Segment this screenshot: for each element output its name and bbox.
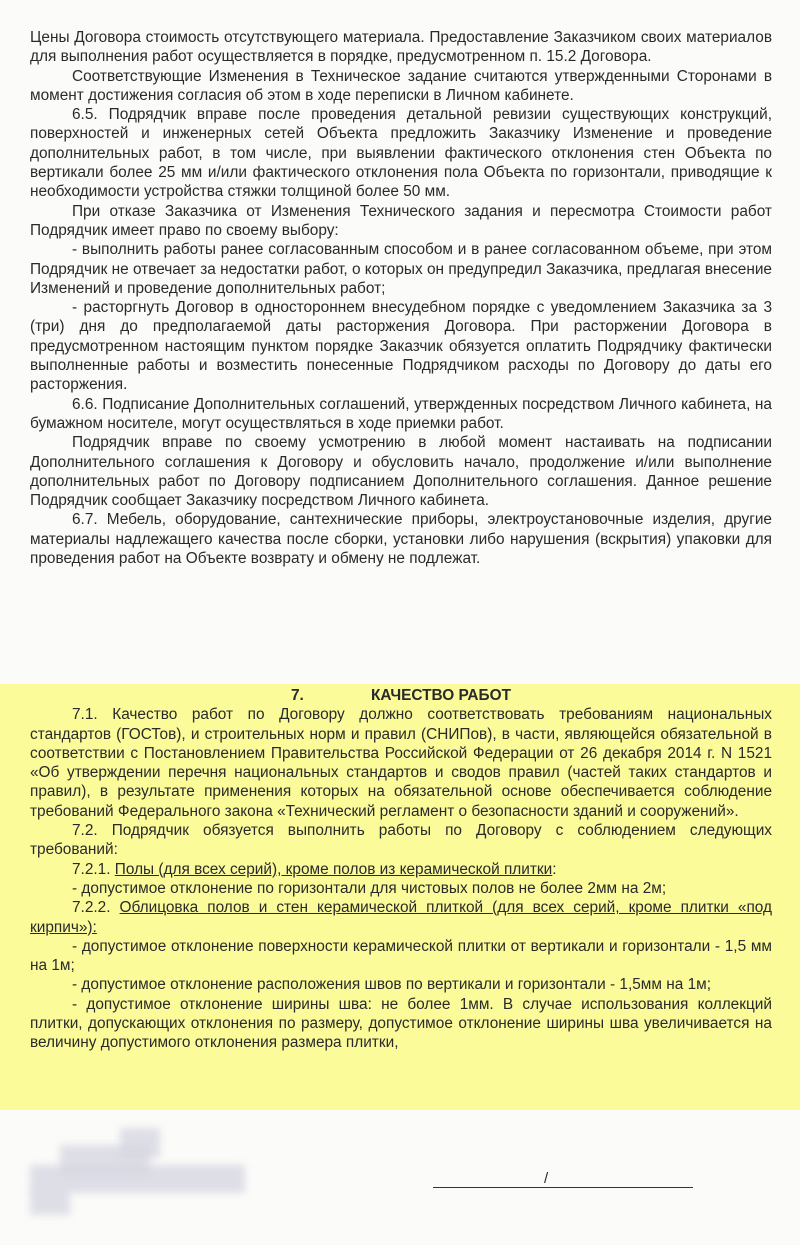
section-title: КАЧЕСТВО РАБОТ <box>371 687 511 704</box>
paragraph-7-1: 7.1. Качество работ по Договору должно соответствовать требованиям национальных стандартов (ГОСТов), и строительных норм и правил (СНИПов), в части, являющейся обязательной в соответствии с Постановлением Правительства Российской Федерации от 26 декабря 2014 г. N 1521 «Об утверждении перечня национальных стандартов и сводов правил (частей таких стандартов и правил), в результате применения которых на обязательной основе обеспечивается соблюдение требований Федерального закона «Технический регламент о безопасности зданий и сооружений». <box>30 706 772 820</box>
list-item: - допустимое отклонение по горизонтали для чистовых полов не более 2мм на 2м; <box>72 879 667 897</box>
paragraph-7-2: 7.2. Подрядчик обязуется выполнить работы по Договору с соблюдением следующих требований: <box>30 822 772 859</box>
clause-heading: Облицовка полов и стен керамической плиткой (для всех серий, кроме плитки «под кирпич»): <box>30 899 772 936</box>
section-number: 7. <box>291 687 304 704</box>
paragraph-6-7: 6.7. Мебель, оборудование, сантехнические приборы, электроустановочные изделия, другие материалы надлежащего качества после сборки, установки либо нарушения (вскрытия) упаковки для проведения работ на Объекте возврату и обмену не подлежат. <box>30 511 772 568</box>
paragraph-7-2-2 <box>30 898 772 937</box>
paragraph-6-5: 6.5. Подрядчик вправе после проведения детальной ревизии существующих конструкций, поверхностей и инженерных сетей Объекта предложить Заказчику Изменение и проведение дополнительных работ, в том числе, при выявлении фактического отклонения стен Объекта по вертикали более 25 мм и/или фактического отклонения пола Объекта по горизонтали, приводящие к необходимости устройства стяжки толщиной более 50 мм. <box>30 106 772 201</box>
list-item: - допустимое отклонение расположения швов по вертикали и горизонтали - 1,5мм на 1м; <box>72 976 711 994</box>
signature-slash: / <box>544 1170 549 1187</box>
paragraph: Подрядчик вправе по своему усмотрению в любой момент настаивать на подписании Дополнительного соглашения к Договору и обусловить начало, продолжение и/или выполнение дополнительных работ по Договору подписанием Дополнительного соглашения. Данное решение Подрядчик сообщает Заказчику посредством Личного кабинета. <box>30 434 772 510</box>
paragraph: При отказе Заказчика от Изменения Технического задания и пересмотра Стоимости работ Подрядчик имеет право по своему выбору: <box>30 202 772 239</box>
paragraph: Цены Договора стоимость отсутствующего материала. Предоставление Заказчиком своих материалов для выполнения работ осуществляется в порядке, предусмотренном п. 15.2 Договора. <box>30 29 772 66</box>
section-heading <box>30 686 772 705</box>
clause-number: 7.2.1. <box>72 860 111 878</box>
clause-heading: Полы (для всех серий), кроме полов из керамической плитки <box>114 860 553 878</box>
list-item: - допустимое отклонение ширины шва: не более 1мм. В случае использования коллекций плитки, допускающих отклонения по размеру, допустимое отклонение ширины шва увеличивается на величину допустимого отклонения размера плитки, <box>30 995 772 1052</box>
paragraph-7-2-1 <box>30 860 772 879</box>
paragraph: Соответствующие Изменения в Техническое задание считаются утвержденными Сторонами в момент достижения согласия об этом в ходе переписки в Личном кабинете. <box>30 67 772 104</box>
clause-number: 7.2.2. <box>72 899 111 917</box>
paragraph-6-6: 6.6. Подписание Дополнительных соглашений, утвержденных посредством Личного кабинета, на бумажном носителе, могут осуществляться в ходе приемки работ. <box>30 395 772 432</box>
section-7 <box>30 686 772 1053</box>
colon: : <box>552 860 557 878</box>
list-item: - расторгнуть Договор в одностороннем внесудебном порядке с уведомлением Заказчика за 3 (три) дня до предполагаемой даты расторжения Договора. При расторжении Договора в предусмотренном настоящим пунктом порядке Заказчик обязуется оплатить Подрядчику фактически выполненные работы и возместить понесенные Подрядчиком расходы по Договору до даты его расторжения. <box>30 299 772 394</box>
blurred-stamp <box>30 1190 70 1215</box>
list-item: - допустимое отклонение поверхности керамической плитки от вертикали и горизонтали - 1,5 мм на 1м; <box>30 937 772 975</box>
blurred-stamp <box>30 1165 245 1193</box>
list-item: - выполнить работы ранее согласованным способом и в ранее согласованном объеме, при этом Подрядчик не отвечает за недостатки работ, о которых он предупредил Заказчика, предлагая внесение Изменений и проведение дополнительных работ; <box>30 241 772 297</box>
signature-line <box>433 1186 693 1188</box>
contract-text-top <box>30 28 772 568</box>
